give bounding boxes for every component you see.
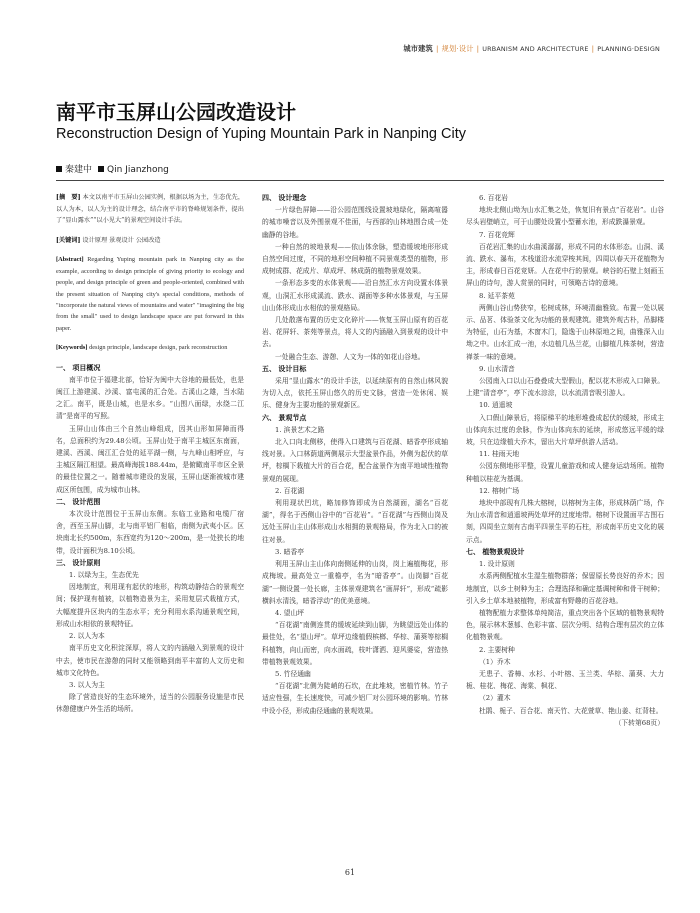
body-paragraph: 南平市位于福建北部，恰好为闽中大谷地的最低处，也是闽江上游建溪、沙溪、富屯溪的汇合处。古溪山之雄，当水陆之汇。南平，既是山城，也是水乡。“山围八面绿，水绕二江清”是南平的写照。 [56, 375, 244, 421]
abstract-en [56, 254, 244, 334]
body-paragraph: 无患子、香樟、水杉、小叶榕、玉兰类、华棕、蒲葵、大力栀、桂花、梅花、海棠、枫花、 [466, 669, 664, 691]
subsection-heading: 11. 桂雨天地 [479, 450, 520, 459]
section-heading: 三、 设计原则 [56, 558, 101, 567]
subsection-heading: 9. 山水清音 [479, 364, 515, 373]
keywords-cn [56, 235, 244, 247]
abstract-label-en: [Abstract] [56, 256, 84, 264]
column-right-body [466, 192, 664, 729]
section-heading: 二、 设计范围 [56, 497, 101, 506]
keywords-en [56, 342, 244, 353]
author-en: Qin Jianzhong [107, 165, 169, 175]
section-heading: 七、 植物景观设计 [466, 547, 525, 556]
body-paragraph: 2. 以人为本 [69, 632, 105, 641]
body-paragraph: 百花岩汇集的山水曲溪潺潺，形成不同的水体形态。山洞、溪流、跌水、瀑布，木栈道沿水流穿梭其间，四周以春天开花植物为主，形成春日百花竞妍。人在花中行的景观。峡谷的石壁上刻画玉屏山的诗句，游人赏景的同时，可领略古诗的意境。 [466, 242, 664, 288]
body-paragraph: 除了营造良好的生态环境外，适当的公园服务设施是市民休憩健康户外生活的场所。 [56, 693, 244, 714]
subsection-heading: 2. 主要树种 [479, 645, 515, 654]
body-paragraph: 一处融合生态、游憩、人文为一体的如花山谷地。 [275, 352, 425, 361]
subsection-heading: 1. 滨景艺术之路 [275, 425, 325, 434]
column-middle [262, 192, 448, 717]
body-paragraph: 地块北侧山坳为山水汇集之处，恢复旧有景点“百花岩”。山谷尽头岩壁峭立，可于山腰处设置小型蓄水池，形成跌瀑景观。 [466, 206, 664, 227]
subsection-heading: 5. 竹径通幽 [275, 669, 311, 678]
square-bullet-icon [98, 166, 104, 172]
abstract-text-cn: 本文以南平市玉屏山公园实例，根据以场为主，生态优先，以人为本，以人为主的设计理念，结合南平市的脊峰规划条件，提出了“显山露水”“以小见大”的景观空间设计手法。 [56, 194, 245, 225]
body-paragraph: “百花湖”南侧连贯的缓坡延续到山脚，为眺望远处山体的最佳处，名“望山坪”。草坪边缘植假槟榔、华棕、蒲葵等棕榈科植物，向山而密，向水面疏，枝叶潇洒、迎风婆娑，营造热带植物景观效果。 [262, 621, 448, 666]
running-header: 城市建筑 | 规划·设计 | URBANISM AND ARCHITECTURE | PLANNING·DESIGN [403, 44, 660, 53]
abstract-label-cn: [摘 要] [56, 194, 81, 201]
body-paragraph: 入口假山障景后，将原梯平的地形堆叠成起伏的缓坡，形成主山体向东过度的余脉，作为山体向东的延续，形成悠远平缓的绿坡，只在边缘植大乔木，留出大片草坪供游人活动。 [466, 413, 664, 447]
subsection-heading: 2. 百花湖 [275, 486, 305, 495]
header-category-en: PLANNING·DESIGN [597, 45, 660, 53]
body-paragraph: 植物配植力求整体单纯简洁，重点突出各个区域的植物景观特色，展示林木葱郁、色彩丰富、层次分明、结构合理有层次的立体化植物景观。 [466, 608, 664, 642]
body-paragraph: 利用玉屏山主山体向南侧延伸的山岗，岗上遍植梅花，形成梅坡。最高处立一重檐亭，名为“暗香亭”。山岗脚“百花湖”一侧设置一处长廊，主体景观建筑名“画屏轩”，形成“疏影横斜水清浅，暗香浮动”的优美意境。 [262, 560, 448, 605]
body-paragraph: 北入口向北侧移，使得入口建筑与百花湖、暗香亭形成轴线对景。入口林荫道两侧展示大型盆景作品，外侧为起伏的草坪，棕榈下栽植大片的百合花，配合盆景作为南平地域性植物景观的展现。 [262, 438, 448, 483]
body-paragraph: 采用“显山露水”的设计手法，以延续原有的自然山林风貌为切入点，依托玉屏山悠久的历史文脉，营造一处休闲、娱乐、健身为主要功能的景观新区。 [262, 377, 448, 410]
header-section-en: URBANISM AND ARCHITECTURE [482, 45, 589, 53]
continued-note: （下转第68页） [614, 718, 664, 727]
body-paragraph: 一种自然的坡地景观——依山体余脉，塑造缓坡地形形成自然空间过度，不同的地形空间种植不同景观类型的植物，形成树成群、花成片、草成坪、林成荫的植物景观效果。 [262, 242, 448, 276]
square-bullet-icon [56, 166, 62, 172]
body-paragraph: 一条形态多变的水体景观——沿自然汇水方向设置水体景观，山洞汇水形成溪流、跌水、湖面等多种水体景观，与玉屏山山体形成山水相依的景观格局。 [262, 279, 448, 312]
body-paragraph: 3. 以人为主 [69, 680, 105, 689]
body-paragraph: 本次设计范围位于玉屏山东侧。东临工业路和电缆厂宿舍，西至玉屏山脚，北与南平铝厂相临，南侧为武夷小区。区块南北长约500m，东西宽约为120～200m，是一处狭长的地带，设计面积为8.10公顷。 [56, 510, 244, 555]
author-cn: 秦建中 [65, 165, 93, 175]
header-section-cn: 城市建筑 [403, 44, 433, 53]
subsection-heading: 4. 望山坪 [275, 608, 305, 617]
abstract-text-en: Regarding Yuping mountain park in Nanping city as the example, according to design principle of giving priority to ecology and people, and design principle of green and people-oriented, combined with the present situation of Nanping city's special conditions, methods of "incorporate the natural views of mountains and water" "imagining the big from the small" used to design landscape space are put forward in this paper. [56, 256, 244, 332]
section-heading: 六、 景观节点 [262, 413, 307, 422]
subsection-heading: （1）乔木 [479, 657, 511, 666]
body-paragraph: 地块中部现有几株大榕树，以榕树为主体，形成林荫广场，作为山水清音和逍遥坡两处草坪的过度地带。榕树下设置面平古图石刻，四周坐立刻有古南平四景生平的石柱，形成南平历史文化的展示点。 [466, 499, 664, 544]
section-heading: 一、 项目概况 [56, 363, 101, 372]
author-line [56, 162, 169, 175]
body-paragraph: 公园南入口以山石叠叠成大型假山，配以花木形成入口障景。上建“清音亭”，亭下流水淙淙，以水流清音吸引游人。 [466, 377, 664, 398]
body-paragraph: 南平历史文化积淀深厚，将人文的内涵融入到景观的设计中去，使市民在游憩的同时又能领略到南平丰富的人文历史和城市文化特色。 [56, 644, 244, 677]
column-left-body [56, 362, 244, 716]
subsection-heading: 3. 暗香亭 [275, 547, 305, 556]
page-title: 南平市玉屏山公园改造设计 [56, 100, 296, 124]
body-paragraph: 利用现状凹坑，略加修饰即成为自然湖面，湖名“百花湖”，得名于西侧山谷中的“百花岩”。“百花湖”与西侧山岗及远处玉屏山主山体形成山水相拥的景观格局，作为北入口的被往对景。 [262, 499, 448, 544]
subsection-heading: 8. 延平茶苑 [479, 291, 515, 300]
abstract-cn [56, 192, 244, 227]
body-paragraph: 公园东侧地形平整，设置儿童游戏和成人健身运动场所。植物种植以桂花为基调。 [466, 462, 664, 483]
keywords-label-en: [Keywords] [56, 344, 88, 352]
keywords-text-cn: 设计原理 景观设计 公园改造 [82, 236, 161, 244]
column-right [466, 192, 664, 729]
subsection-heading: 10. 逍遥坡 [479, 401, 513, 410]
subsection-heading: 7. 百花竞辉 [479, 230, 515, 239]
column-left [56, 192, 244, 716]
section-heading: 五、 设计目标 [262, 364, 307, 373]
body-paragraph: “百花湖”北侧为陡峭的石坎，在此堆坡，密植竹林。竹子适应性强，生长速度快，可减少铝厂对公园环境的影响。竹林中设小径，形成曲径通幽的景观效果。 [262, 682, 448, 715]
page-title-english: Reconstruction Design of Yuping Mountain Park in Nanping City [56, 126, 466, 142]
subsection-heading: 1. 设计原则 [479, 560, 515, 569]
body-paragraph: 几处散落布置的历史文化碎片——恢复玉屏山原有的百花岩、花屏轩、茶苑等景点，将人文的内涵融入到景观的设计中去。 [262, 316, 448, 349]
column-middle-body [262, 192, 448, 717]
body-paragraph: 两侧山谷山势狭窄，松树成林，环境清幽雅致。布置一处以展示、品茗、体验茶文化为功能的景观建筑。建筑外观古朴，吊脚楼为特征，山石为基，木窗木门，隐逸于山林原地之间，曲雅深入山坳之中。山水汇成一池，水边植几丛兰花，山脚植几株茶树，营造禅茶一味的意境。 [466, 303, 664, 361]
section-heading: 四、 设计理念 [262, 194, 307, 202]
body-paragraph: 因地制宜，利用现有起伏的地形，构筑动静结合的景观空间；保护现有植被，以植物造景为主，采用复层式栽植方式，大幅度提升区块内的生态水平；充分利用水系沟通景观空间，形成山水相依的景观特征。 [56, 583, 244, 628]
body-paragraph: 1. 以绿为主，生态优先 [69, 571, 139, 580]
subsection-heading: 12. 榕树广场 [479, 486, 520, 495]
keywords-text-en: design principle, landscape design, park reconstruction [89, 344, 228, 352]
subsection-heading: （2）灌木 [479, 694, 511, 703]
subsection-heading: 6. 百花岩 [479, 194, 509, 202]
body-paragraph: 一片绿色屏障——沿公园范围线设置坡地绿化，隔离喧嚣的城市噪音以及外围景观不佳面，与西部的山林地围合成一处幽静的谷地。 [262, 206, 448, 239]
body-paragraph: 玉屏山山体由三个自然山峰组成，因其山形如屏障而得名，总面积约为29.48公顷。玉屏山处于南平主城区东南面，建溪、西溪、闽江汇合处的延平湖一侧，与九峰山相呼应，与主城区隔江相望。最高峰海拔188.44m，是俯瞰南平市区全景的最佳位置之一。随着城市建设的发展，玉屏山逐渐被城市建成区所包围，成为城市山林。 [56, 424, 244, 494]
keywords-label-cn: [关键词] [56, 236, 81, 244]
title-divider [56, 180, 664, 181]
body-paragraph: 杜鹃、栀子、百合花、南天竹、大花萱草、艳山姜、红背桂。 [479, 706, 663, 715]
page-number: 61 [344, 868, 356, 877]
header-category-cn: 规划·设计 [441, 44, 474, 53]
body-paragraph: 水系两侧配植水生湿生植物群落；保留原长势良好的乔木；因地制宜，以乡土树种为主；合理选择和确定基调树种和骨干树种；引入乡土草本地被植物，形成富有野趣的百花谷地。 [466, 572, 664, 605]
